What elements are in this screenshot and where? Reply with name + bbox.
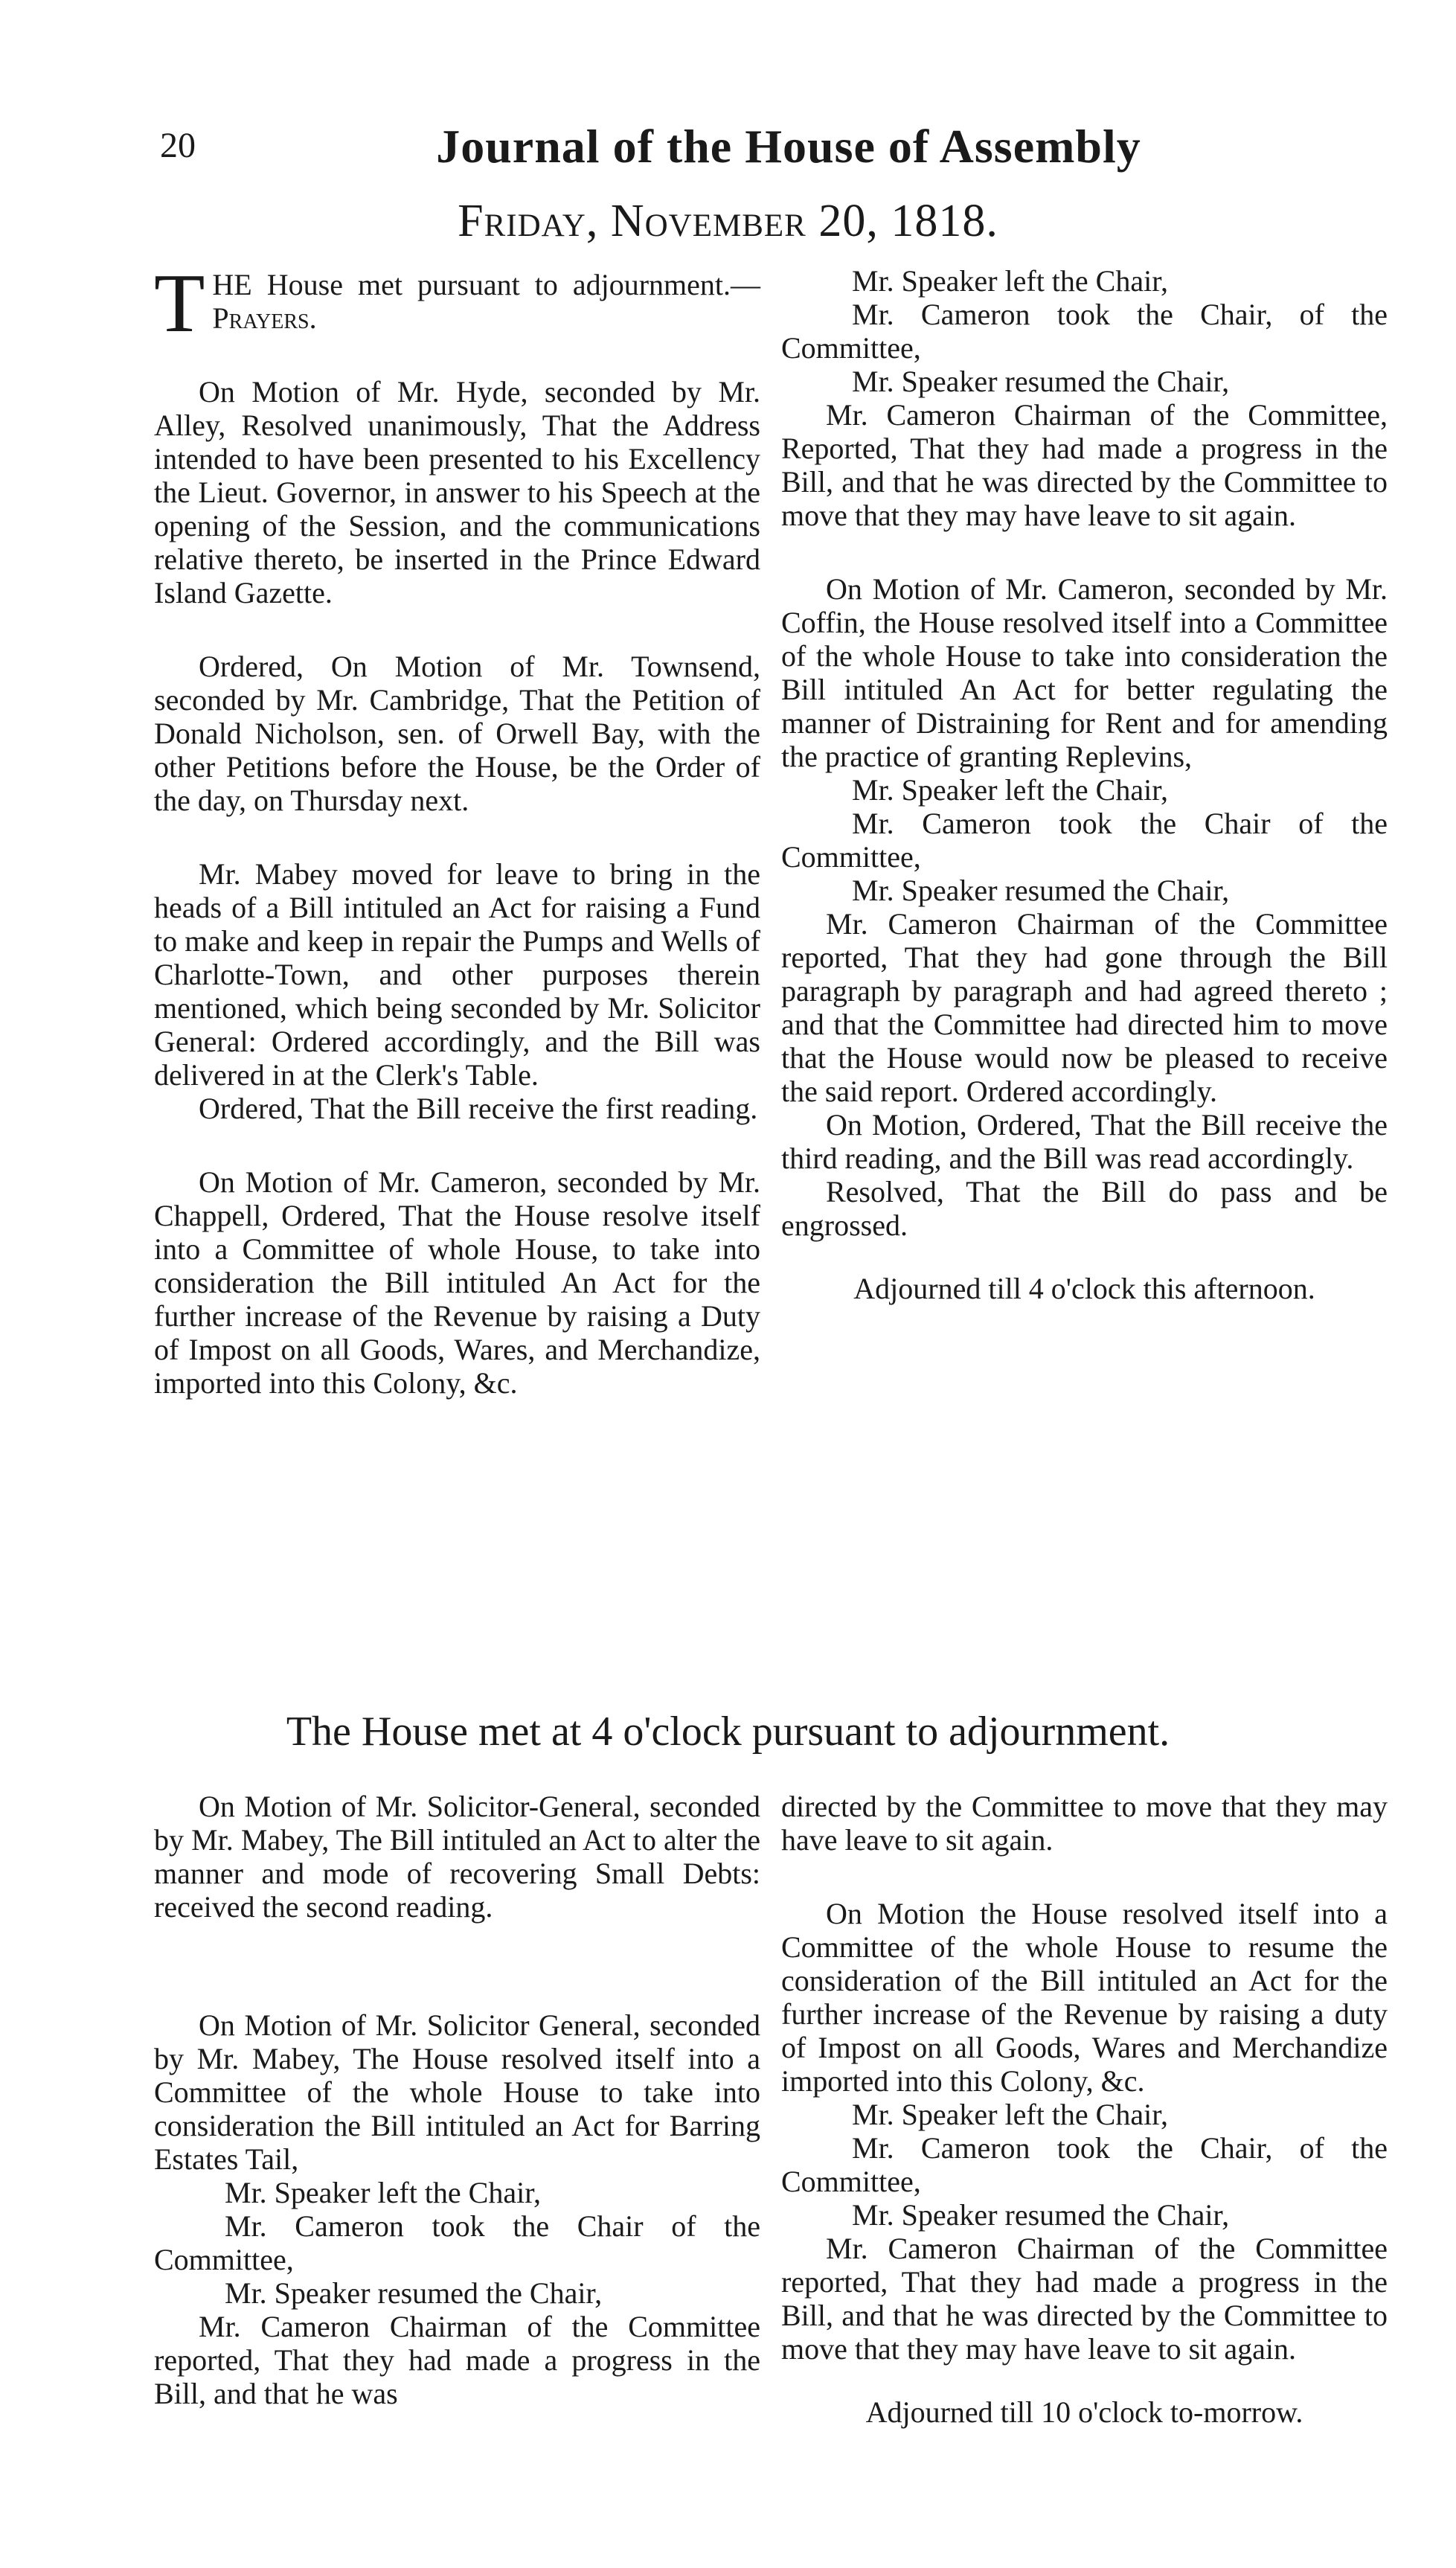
revenue-bill-paragraph: On Motion the House resolved itself into a Committee of the whole House to resume the consideration of the Bill intituled an Act for the further increase of the Revenue by raising a duty of Impost on all Goods, Wares and Merchandize imported into this Colony, &c. [781, 1897, 1388, 2098]
motion-distraining-paragraph: On Motion of Mr. Cameron, seconded by Mr. Coffin, the House resolved itself into a Committee of the whole House to take into consideration the Bill intituled An Act for better regulating the manner of Distraining for Rent and for amending the practice of granting Replevins, [781, 572, 1388, 773]
morning-right-column [781, 264, 1388, 1305]
resolved-paragraph: Resolved, That the Bill do pass and be engrossed. [781, 1175, 1388, 1242]
running-title: Journal of the House of Assembly [436, 120, 1141, 173]
opening-text: HE House met pursuant to adjournment.— [212, 268, 760, 301]
committee-report-paragraph: Mr. Cameron Chairman of the Committee reported, That they had made a progress in the Bill, and that he was directed by the Committee to move that they may have leave to sit again. [781, 2232, 1388, 2366]
committee-report-paragraph: Mr. Cameron Chairman of the Committee reported, That they had gone through the Bill paragraph by paragraph and had agreed thereto ; and that the Committee had directed him to move that the House would now be pleased to receive the said report. Ordered accordingly. [781, 907, 1388, 1108]
speaker-left-line: Mr. Speaker left the Chair, [852, 264, 1168, 298]
afternoon-left-column [154, 1790, 760, 2410]
morning-left-column [154, 257, 760, 1440]
adjourn-line: Adjourned till 10 o'clock to-morrow. [865, 2395, 1303, 2429]
continued-report-paragraph: directed by the Committee to move that they may have leave to sit again. [781, 1790, 1388, 1857]
adjourn-line: Adjourned till 4 o'clock this afternoon. [853, 1272, 1315, 1305]
cameron-chair-line: Mr. Cameron took the Chair, of the Committee, [781, 2131, 1388, 2198]
afternoon-right-column [781, 1790, 1388, 2429]
third-reading-paragraph: On Motion, Ordered, That the Bill receive the third reading, and the Bill was read accordingly. [781, 1108, 1388, 1175]
committee-report-paragraph: Mr. Cameron Chairman of the Committee, Reported, That they had made a progress in the Bill, and that he was directed by the Committee to move that they may have leave to sit again. [781, 398, 1388, 532]
speaker-resumed-line: Mr. Speaker resumed the Chair, [852, 2198, 1230, 2232]
motion-cameron-paragraph: On Motion of Mr. Cameron, seconded by Mr. Chappell, Ordered, That the House resolve itself into a Committee of whole House, to take into consideration the Bill intituled An Act for the further increase of the Revenue by raising a Duty of Impost on all Goods, Wares, and Merchandize, imported into this Colony, &c. [154, 1165, 760, 1400]
opening-paragraph [154, 257, 760, 350]
motion-hyde-paragraph: On Motion of Mr. Hyde, seconded by Mr. Alley, Resolved unanimously, That the Address intended to have been presented to his Excellency the Lieut. Governor, in answer to his Speech at the opening of the Session, and the communications relative thereto, be inserted in the Prince Edward Island Gazette. [154, 375, 760, 609]
cameron-chair-line: Mr. Cameron took the Chair of the Committee, [154, 2209, 760, 2276]
speaker-left-line: Mr. Speaker left the Chair, [852, 773, 1168, 807]
page-number: 20 [160, 126, 196, 165]
cameron-chair-line: Mr. Cameron took the Chair of the Committee, [781, 807, 1388, 874]
date-heading: Friday, November 20, 1818. [458, 196, 998, 246]
small-debts-paragraph: On Motion of Mr. Solicitor-General, seconded by Mr. Mabey, The Bill intituled an Act to alter the manner and mode of recovering Small Debts: received the second reading. [154, 1790, 760, 1924]
committee-report-paragraph: Mr. Cameron Chairman of the Committee reported, That they had made a progress in the Bill, and that he was [154, 2310, 760, 2410]
speaker-resumed-line: Mr. Speaker resumed the Chair, [852, 365, 1230, 398]
afternoon-heading: The House met at 4 o'clock pursuant to adjournment. [286, 1709, 1170, 1755]
mabey-bill-paragraph: Mr. Mabey moved for leave to bring in the heads of a Bill intituled an Act for raising a Fund to make and keep in repair the Pumps and Wells of Charlotte-Town, and other purposes therein mentioned, which being seconded by Mr. Solicitor General: Ordered accordingly, and the Bill was delivered in at the Clerk's Table. [154, 857, 760, 1092]
motion-townsend-paragraph: Ordered, On Motion of Mr. Townsend, seconded by Mr. Cambridge, That the Petition of Donald Nicholson, sen. of Orwell Bay, with the other Petitions before the House, be the Order of the day, on Thursday next. [154, 650, 760, 817]
speaker-left-line: Mr. Speaker left the Chair, [225, 2176, 541, 2209]
cameron-chair-line: Mr. Cameron took the Chair, of the Committee, [781, 298, 1388, 365]
spacer [154, 1964, 760, 2008]
estates-tail-paragraph: On Motion of Mr. Solicitor General, seconded by Mr. Mabey, The House resolved itself into a Committee of the whole House to take into consideration the Bill intituled an Act for Barring Estates Tail, [154, 2008, 760, 2176]
first-reading-paragraph: Ordered, That the Bill receive the first reading. [199, 1092, 758, 1125]
prayers-label: Prayers. [212, 301, 317, 335]
drop-cap: T [154, 257, 205, 350]
speaker-resumed-line: Mr. Speaker resumed the Chair, [852, 874, 1230, 907]
speaker-resumed-line: Mr. Speaker resumed the Chair, [225, 2276, 603, 2310]
speaker-left-line: Mr. Speaker left the Chair, [852, 2098, 1168, 2131]
